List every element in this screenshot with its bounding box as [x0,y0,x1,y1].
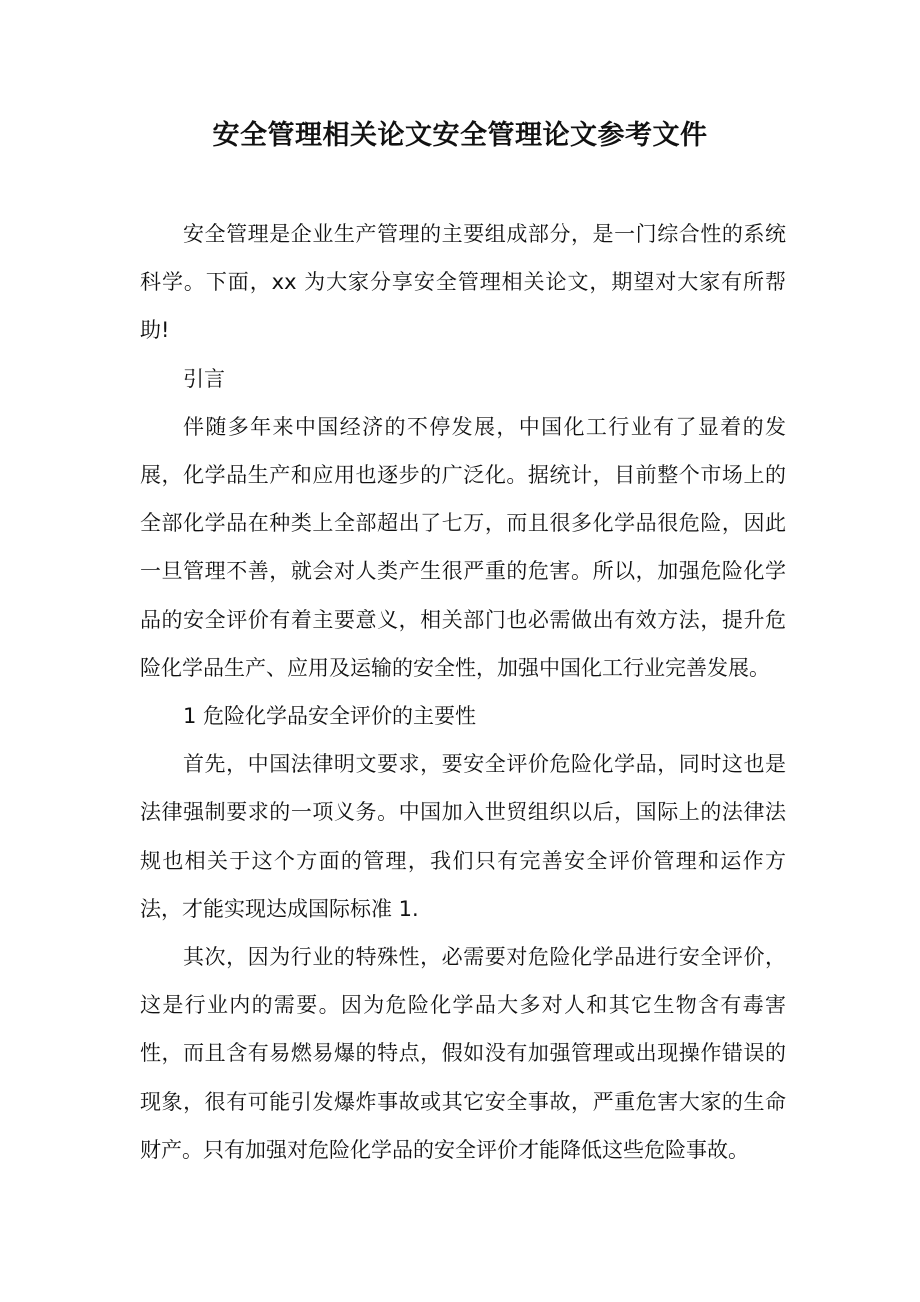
body-paragraph: 首先，中国法律明文要求，要安全评价危险化学品，同时这也是法律强制要求的一项义务。中国加入世贸组织以后，国际上的法律法规也相关于这个方面的管理，我们只有完善安全评价管理和运作方法，才能实现达成国际标准 1. [140,752,786,921]
body-paragraph: 其次，因为行业的特殊性，必需要对危险化学品进行安全评价，这是行业内的需要。因为危险化学品大多对人和其它生物含有毒害性，而且含有易燃易爆的特点，假如没有加强管理或出现操作错误的现象，很有可能引发爆炸事故或其它安全事故，严重危害大家的生命财产。只有加强对危险化学品的安全评价才能降低这些危险事故。 [140,945,786,1162]
section-heading-1: 1 危险化学品安全评价的主要性 [183,704,477,729]
document-body [140,210,786,1174]
section-heading-introduction: 引言 [183,366,225,391]
document-title: 安全管理相关论文安全管理论文参考文件 [212,120,708,151]
body-paragraph: 伴随多年来中国经济的不停发展，中国化工行业有了显着的发展，化学品生产和应用也逐步的广泛化。据统计，目前整个市场上的全部化学品在种类上全部超出了七万，而且很多化学品很危险，因此一旦管理不善，就会对人类产生很严重的危害。所以，加强危险化学品的安全评价有着主要意义，相关部门也必需做出有效方法，提升危险化学品生产、应用及运输的安全性，加强中国化工行业完善发展。 [140,414,786,680]
intro-paragraph: 安全管理是企业生产管理的主要组成部分，是一门综合性的系统科学。下面，xx 为大家分享安全管理相关论文，期望对大家有所帮助! [140,222,786,343]
